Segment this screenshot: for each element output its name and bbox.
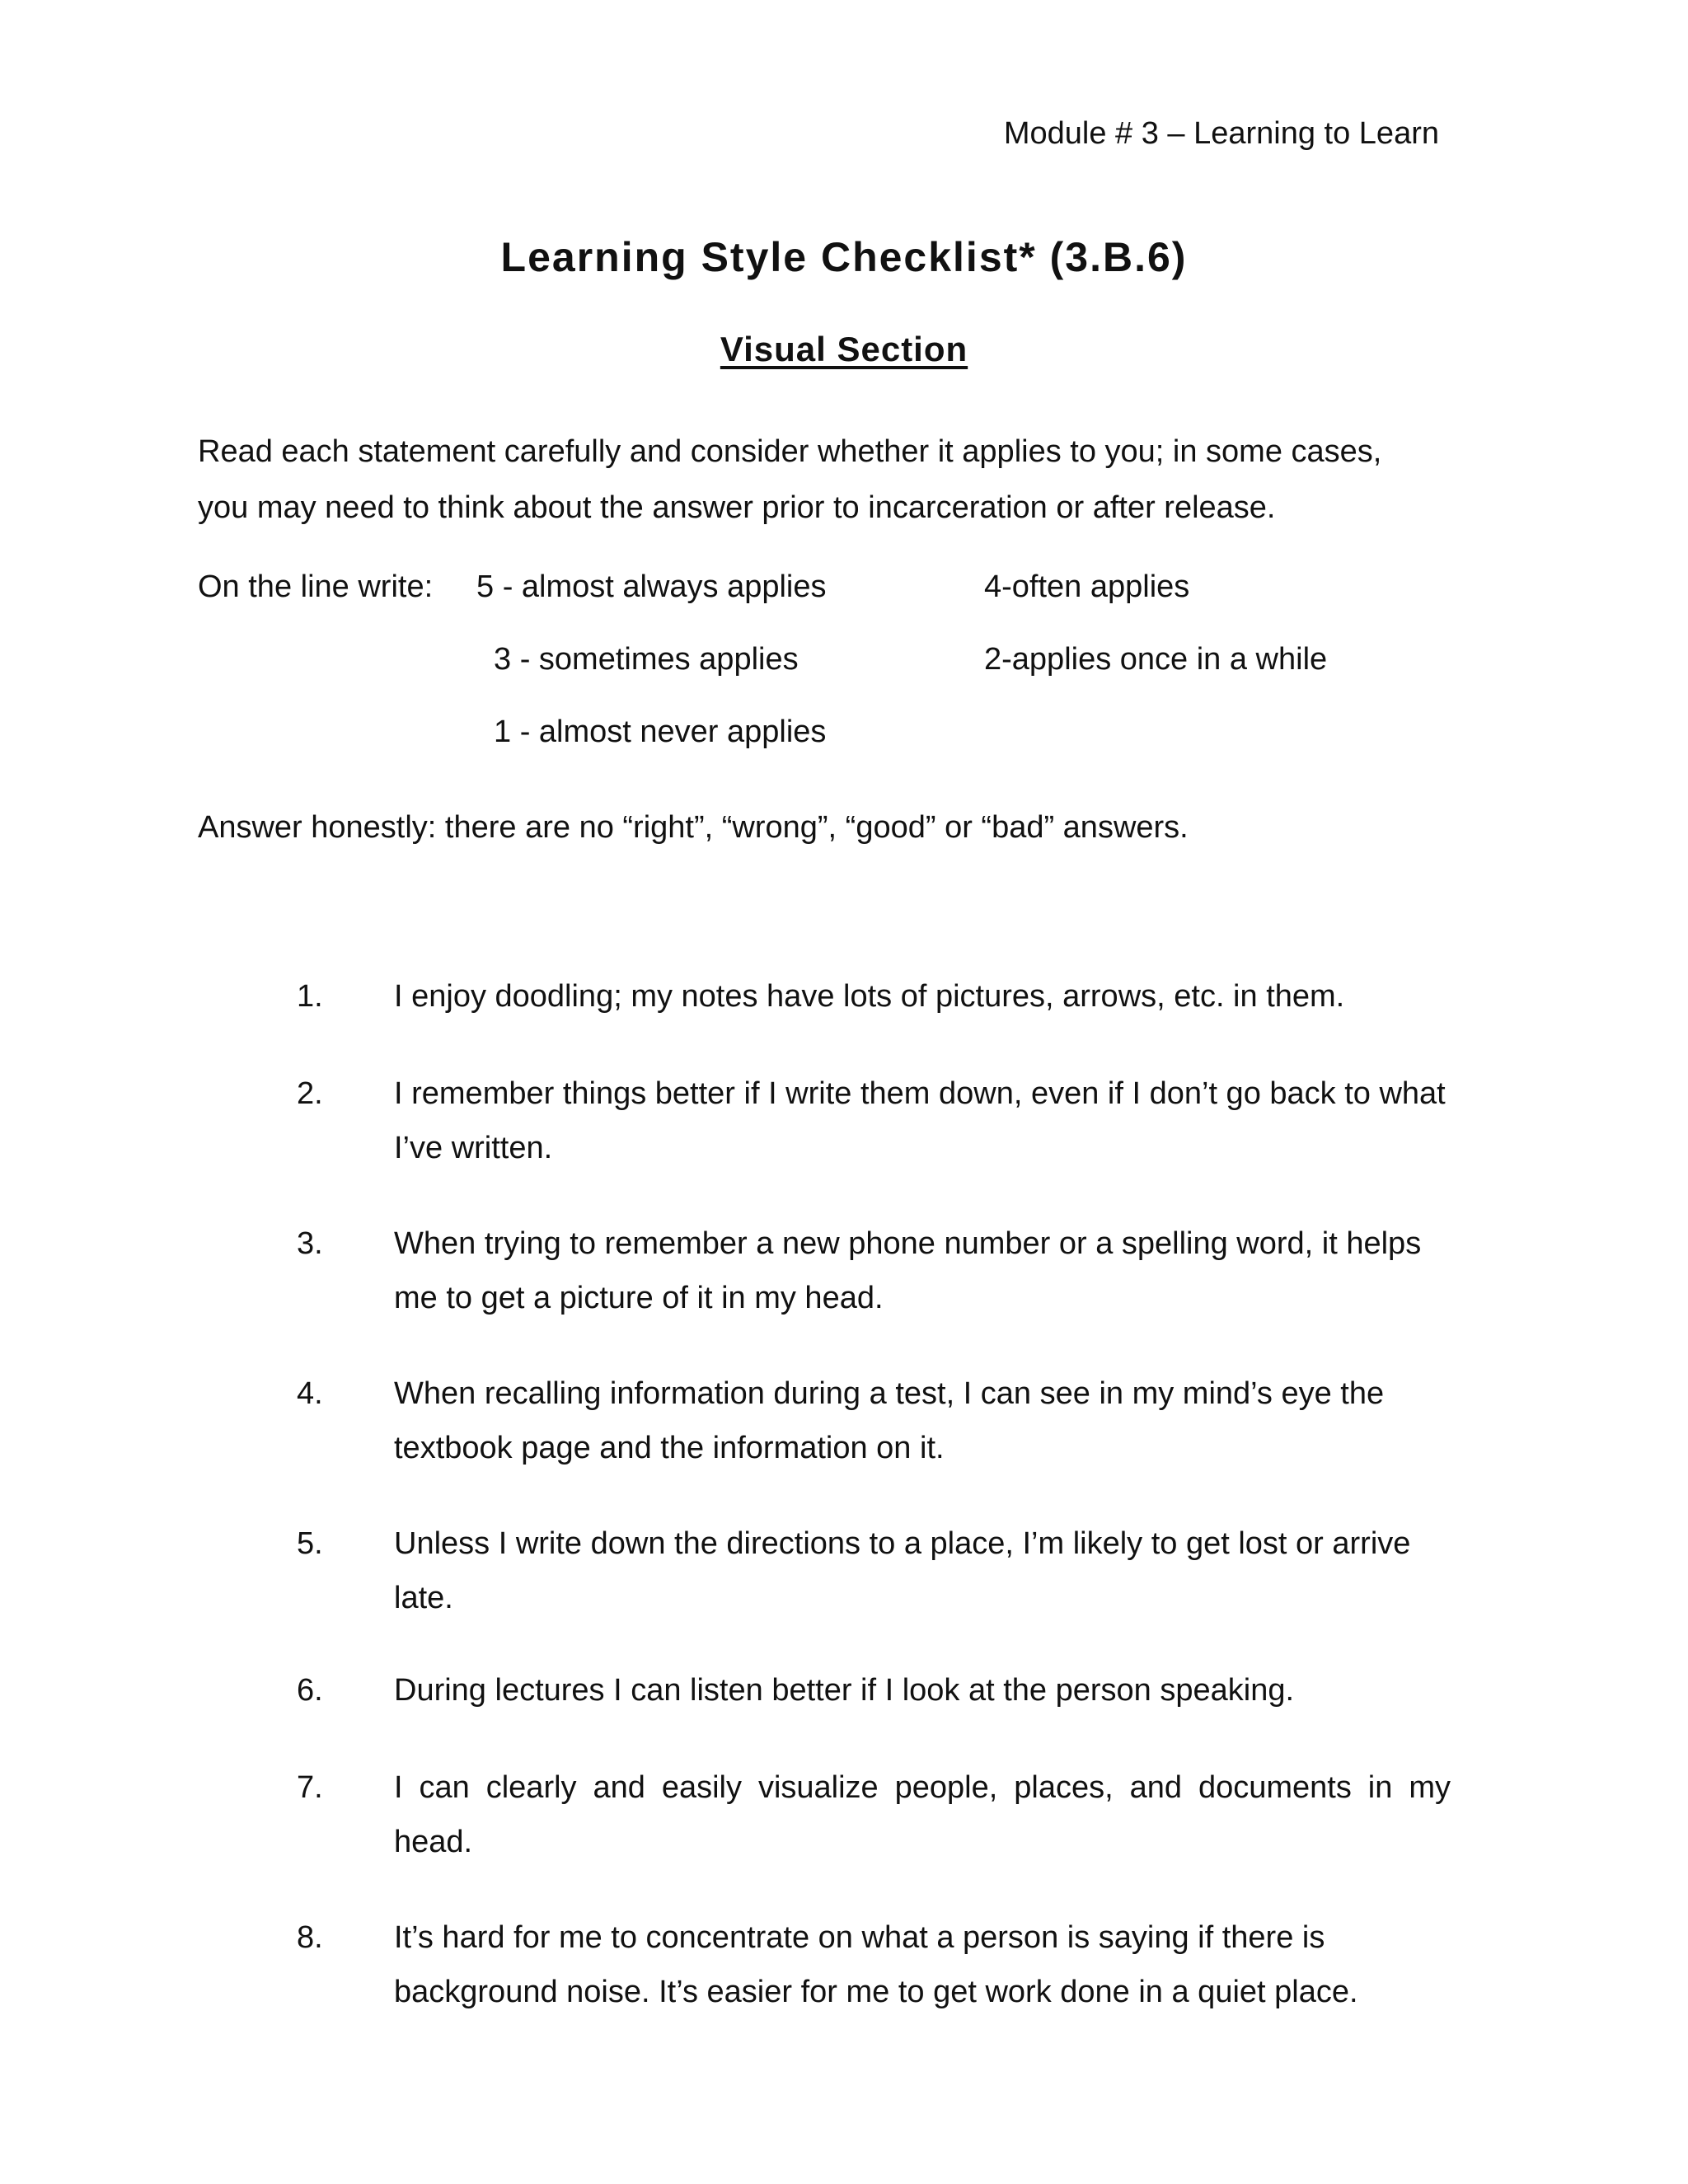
item-number: 7. [297,1770,323,1805]
item-text: When recalling information during a test, I can see in my mind’s eye the textbook page and the information on it. [394,1376,1385,1465]
checklist-item [297,1760,1451,1869]
honesty-note: Answer honestly: there are no “right”, “wrong”, “good” or “bad” answers. [198,810,1189,845]
checklist-item [297,1366,1451,1475]
checklist-item [297,1910,1451,2019]
checklist-item [297,1216,1451,1325]
item-text: During lectures I can listen better if I look at the person speaking. [394,1673,1295,1708]
item-text: I can clearly and easily visualize people, places, and documents in my head. [394,1770,1451,1859]
scale-lead: On the line write: [198,569,434,604]
item-number: 4. [297,1376,323,1411]
item-text: I remember things better if I write them down, even if I don’t go back to what I’ve written. [394,1076,1446,1165]
item-text: It’s hard for me to concentrate on what a person is saying if there is background noise. It’s easier for me to get work done in a quiet place. [394,1920,1358,2009]
item-number: 6. [297,1673,323,1708]
item-number: 8. [297,1920,323,1955]
item-number: 3. [297,1226,323,1261]
document-title: Learning Style Checklist* (3.B.6) [500,234,1188,280]
scale-2: 2-applies once in a while [984,642,1328,677]
item-text: I enjoy doodling; my notes have lots of pictures, arrows, etc. in them. [394,979,1345,1014]
scale-5: 5 - almost always applies [476,569,827,604]
section-title: Visual Section [720,330,968,368]
checklist-item [297,1663,1451,1718]
item-text: Unless I write down the directions to a place, I’m likely to get lost or arrive late. [394,1526,1411,1615]
scale-3: 3 - sometimes applies [494,642,799,677]
checklist-item [297,969,1451,1024]
item-text: When trying to remember a new phone number or a spelling word, it helps me to get a picture of it in my head. [394,1226,1422,1315]
item-number: 5. [297,1526,323,1561]
checklist-item [297,1516,1451,1625]
instructions-line-2: you may need to think about the answer prior to incarceration or after release. [198,490,1276,525]
checklist-item [297,1066,1451,1175]
scale-1: 1 - almost never applies [494,715,827,749]
item-number: 1. [297,979,323,1014]
scale-4: 4-often applies [984,569,1190,604]
instructions-line-1: Read each statement carefully and consider whether it applies to you; in some cases, [198,434,1382,469]
item-number: 2. [297,1076,323,1111]
module-header: Module # 3 – Learning to Learn [1003,116,1439,151]
